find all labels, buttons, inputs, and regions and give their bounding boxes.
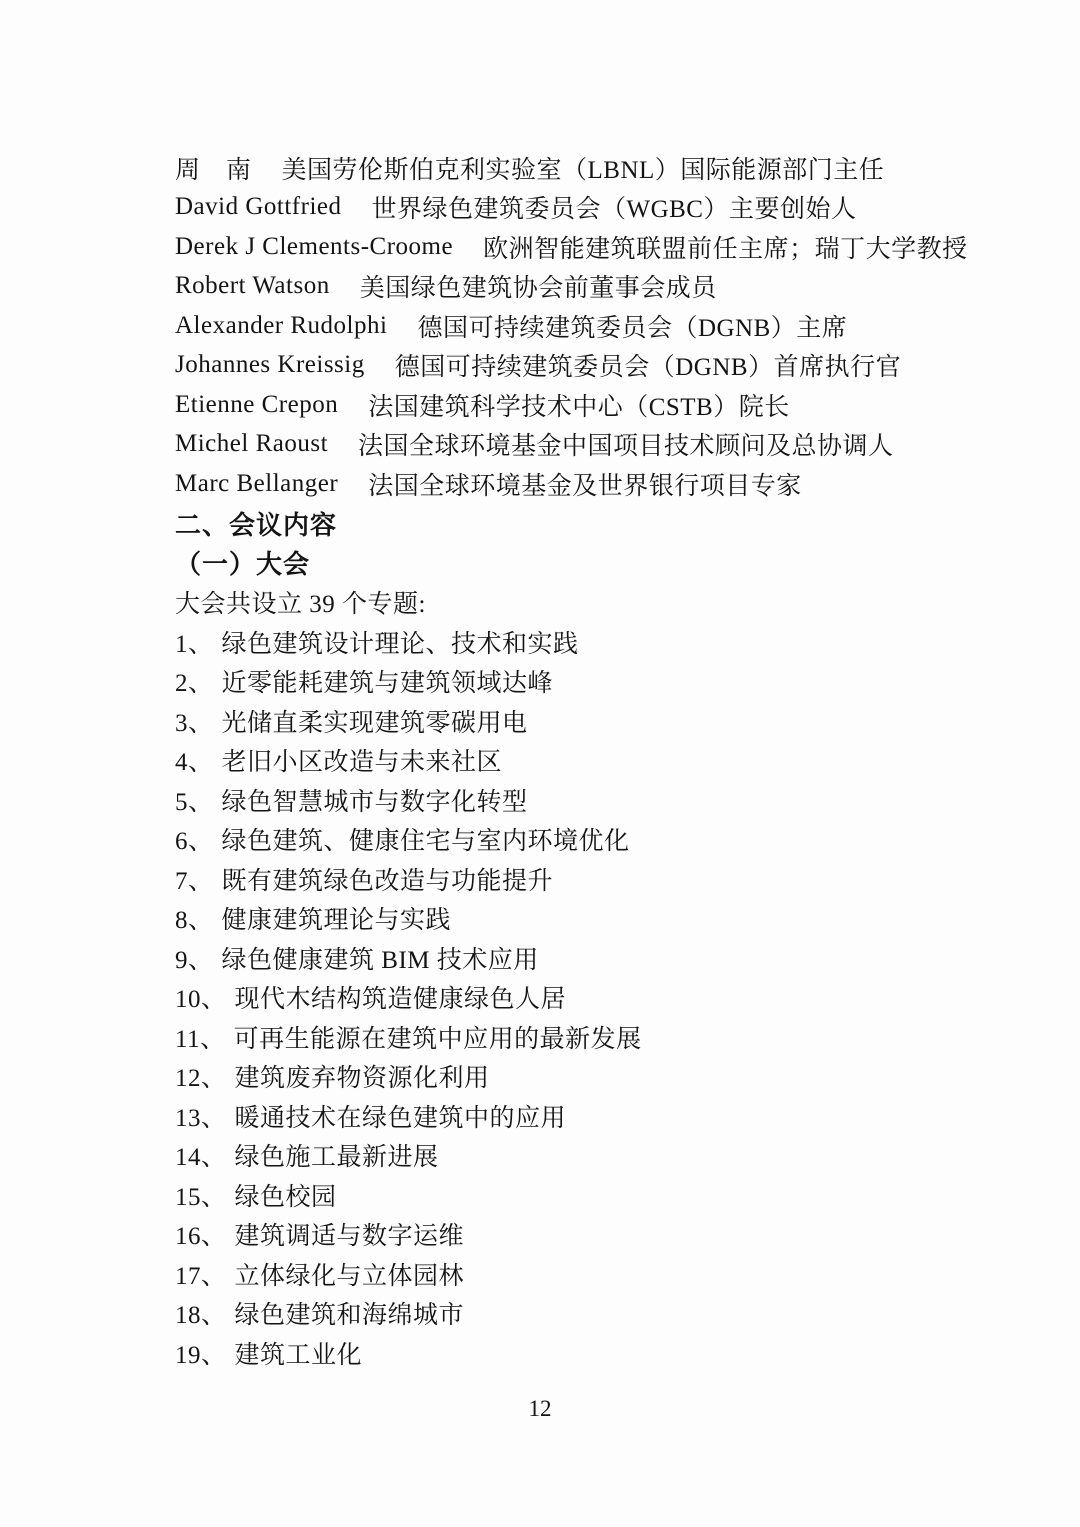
topic-text: 立体绿化与立体园林 xyxy=(234,1262,465,1290)
topic-number: 19、 xyxy=(175,1341,227,1369)
topic-number: 8、 xyxy=(175,907,214,935)
topic-number: 9、 xyxy=(175,946,214,974)
topic-line xyxy=(175,1175,1020,1215)
topic-line xyxy=(175,1333,1020,1373)
speaker-name: Robert Watson xyxy=(175,272,330,300)
topic-line xyxy=(175,1294,1020,1334)
topic-text: 绿色施工最新进展 xyxy=(234,1144,439,1172)
speaker-list xyxy=(175,148,1020,504)
topic-number: 12、 xyxy=(175,1065,227,1093)
topic-line xyxy=(175,1254,1020,1294)
topic-text: 绿色健康建筑 BIM 技术应用 xyxy=(221,946,539,974)
speaker-line xyxy=(175,425,1020,465)
topic-line xyxy=(175,899,1020,939)
topic-line xyxy=(175,820,1020,860)
topic-line xyxy=(175,662,1020,702)
topic-text: 绿色校园 xyxy=(234,1183,337,1211)
topic-line xyxy=(175,780,1020,820)
speaker-title: 美国劳伦斯伯克利实验室（LBNL）国际能源部门主任 xyxy=(281,156,885,184)
speaker-title: 法国全球环境基金及世界银行项目专家 xyxy=(368,472,802,500)
topic-text: 建筑工业化 xyxy=(234,1341,363,1369)
document-content xyxy=(175,148,1020,1373)
speaker-title: 世界绿色建筑委员会（WGBC）主要创始人 xyxy=(371,196,857,224)
speaker-name: 周 南 xyxy=(175,156,252,184)
topic-line xyxy=(175,741,1020,781)
subsection-heading: （一）大会 xyxy=(175,549,311,580)
topic-text: 绿色智慧城市与数字化转型 xyxy=(221,788,528,816)
topic-line xyxy=(175,701,1020,741)
topic-line xyxy=(175,1136,1020,1176)
speaker-title: 法国建筑科学技术中心（CSTB）院长 xyxy=(368,393,790,421)
speaker-line xyxy=(175,188,1020,228)
topic-text: 健康建筑理论与实践 xyxy=(221,907,452,935)
topic-number: 4、 xyxy=(175,749,214,777)
topic-text: 既有建筑绿色改造与功能提升 xyxy=(221,867,554,895)
topic-number: 10、 xyxy=(175,986,227,1014)
topic-text: 光储直柔实现建筑零碳用电 xyxy=(221,709,528,737)
topic-number: 7、 xyxy=(175,867,214,895)
topic-text: 老旧小区改造与未来社区 xyxy=(221,749,503,777)
topic-text: 建筑废弃物资源化利用 xyxy=(234,1065,490,1093)
topic-number: 2、 xyxy=(175,670,214,698)
speaker-line xyxy=(175,267,1020,307)
speaker-name: Marc Bellanger xyxy=(175,469,339,497)
speaker-line xyxy=(175,385,1020,425)
topic-text: 近零能耗建筑与建筑领域达峰 xyxy=(221,670,554,698)
speaker-line xyxy=(175,227,1020,267)
topic-number: 11、 xyxy=(175,1025,226,1053)
topic-number: 1、 xyxy=(175,630,214,658)
speaker-name: Michel Raoust xyxy=(175,430,329,458)
speaker-title: 美国绿色建筑协会前董事会成员 xyxy=(359,275,717,303)
topic-line xyxy=(175,938,1020,978)
topic-line xyxy=(175,978,1020,1018)
topic-number: 16、 xyxy=(175,1223,227,1251)
topic-number: 14、 xyxy=(175,1144,227,1172)
speaker-name: David Gottfried xyxy=(175,193,342,221)
topic-text: 现代木结构筑造健康绿色人居 xyxy=(234,986,567,1014)
speaker-title: 德国可持续建筑委员会（DGNB）首席执行官 xyxy=(394,354,902,382)
topic-number: 18、 xyxy=(175,1302,227,1330)
topic-text: 绿色建筑、健康住宅与室内环境优化 xyxy=(221,828,630,856)
topic-number: 5、 xyxy=(175,788,214,816)
speaker-title: 法国全球环境基金中国项目技术顾问及总协调人 xyxy=(358,433,894,461)
topic-text: 暖通技术在绿色建筑中的应用 xyxy=(234,1104,567,1132)
topic-number: 15、 xyxy=(175,1183,227,1211)
speaker-name: Etienne Crepon xyxy=(175,390,339,418)
speaker-line xyxy=(175,346,1020,386)
speaker-title: 欧洲智能建筑联盟前任主席；瑞丁大学教授 xyxy=(483,235,968,263)
speaker-line xyxy=(175,148,1020,188)
page-number: 12 xyxy=(528,1396,552,1421)
speaker-name: Derek J Clements-Croome xyxy=(175,232,454,260)
topic-number: 17、 xyxy=(175,1262,227,1290)
topics-intro: 大会共设立 39 个专题: xyxy=(175,591,426,619)
speaker-line xyxy=(175,464,1020,504)
speaker-name: Johannes Kreissig xyxy=(175,351,365,379)
topic-number: 13、 xyxy=(175,1104,227,1132)
topic-line xyxy=(175,1215,1020,1255)
topic-number: 6、 xyxy=(175,828,214,856)
topic-number: 3、 xyxy=(175,709,214,737)
topic-text: 绿色建筑和海绵城市 xyxy=(234,1302,465,1330)
topic-line xyxy=(175,622,1020,662)
speaker-line xyxy=(175,306,1020,346)
section-heading: 二、会议内容 xyxy=(175,509,338,540)
topic-line xyxy=(175,1057,1020,1097)
topic-text: 绿色建筑设计理论、技术和实践 xyxy=(221,630,579,658)
topic-text: 建筑调适与数字运维 xyxy=(234,1223,465,1251)
topic-line xyxy=(175,1096,1020,1136)
speaker-title: 德国可持续建筑委员会（DGNB）主席 xyxy=(417,314,848,342)
topic-line xyxy=(175,859,1020,899)
topic-text: 可再生能源在建筑中应用的最新发展 xyxy=(233,1025,642,1053)
speaker-name: Alexander Rudolphi xyxy=(175,311,388,339)
topic-list xyxy=(175,622,1020,1373)
topic-line xyxy=(175,1017,1020,1057)
